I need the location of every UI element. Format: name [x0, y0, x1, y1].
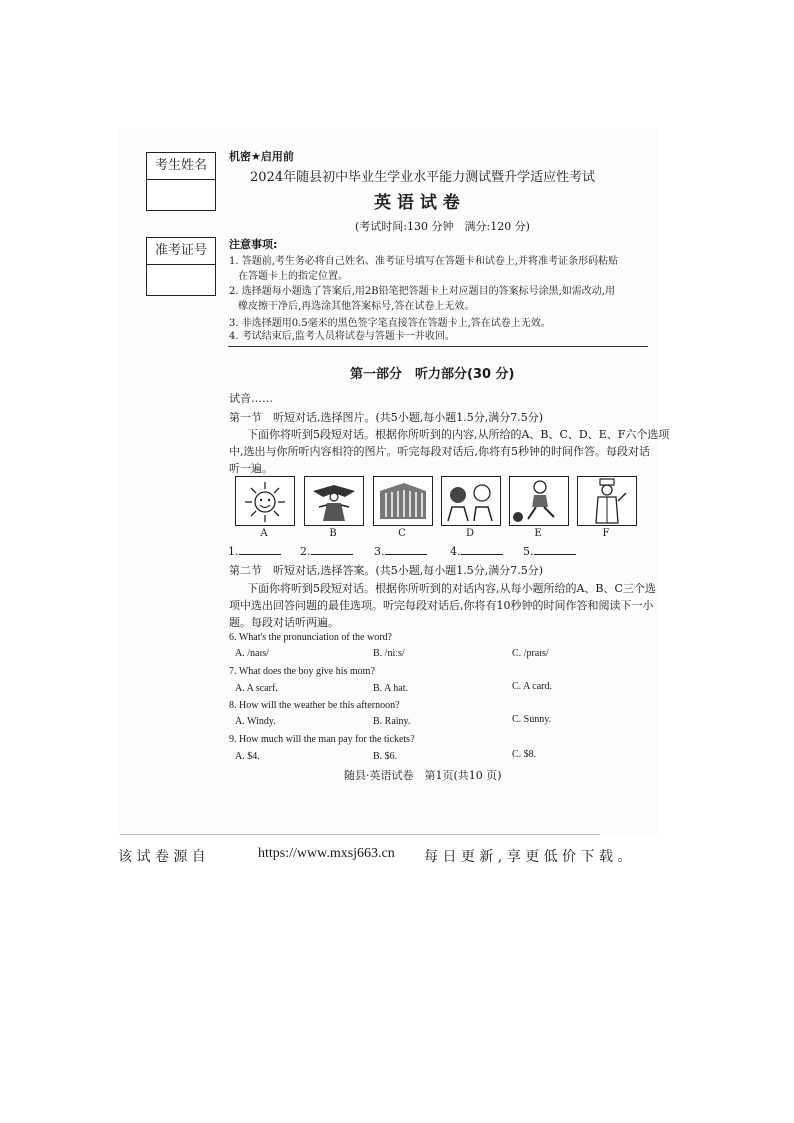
picture-c-building-icon	[373, 476, 433, 526]
source-banner	[0, 844, 794, 868]
notice-line: 4. 考试结束后,监考人员将试卷与答题卡一并收回。	[229, 331, 455, 342]
answer-number: 4.	[450, 545, 461, 558]
option-c[interactable]: C. /praɪs/	[512, 648, 549, 659]
option-b[interactable]: B. /niːs/	[373, 648, 405, 659]
picture-label: E	[534, 528, 542, 539]
picture-label: A	[260, 528, 268, 539]
notice-line: 2. 选择题每小题选了答案后,用2B铅笔把答题卡上对应题目的答案标号涂黑,如需改动,用	[229, 286, 615, 297]
page-footer: 随县·英语试卷 第1页(共10 页)	[344, 769, 502, 782]
answer-blank-2[interactable]	[300, 545, 353, 558]
answer-number: 2.	[300, 545, 311, 558]
subject-title: 英 语 试 卷	[374, 193, 460, 213]
name-box	[146, 152, 216, 211]
option-b[interactable]: B. Rainy.	[373, 716, 411, 727]
question-8: 8. How will the weather be this afternoon?	[229, 700, 400, 711]
section2-instructions: 下面你将听到5段短对话。根据你所听到的对话内容,从每小题所给的A、B、C三个选	[247, 582, 656, 595]
question-9: 9. How much will the man pay for the tickets?	[229, 734, 415, 745]
name-box-label: 考生姓名	[147, 153, 215, 180]
section1-title: 第一节 听短对话,选择图片。(共5小题,每小题1.5分,满分7.5分)	[229, 411, 544, 424]
notice-title: 注意事项:	[229, 238, 278, 251]
answer-blank-4[interactable]	[450, 545, 503, 558]
notice-line: 橡皮擦干净后,再选涂其他答案标号,答在试卷上无效。	[238, 301, 475, 312]
question-6: 6. What's the pronunciation of the word?	[229, 632, 392, 643]
option-a[interactable]: A. A scarf.	[235, 683, 278, 694]
source-left-text: 该 试 卷 源 自	[118, 849, 206, 865]
header-divider	[228, 346, 648, 347]
option-a[interactable]: A. Windy.	[235, 716, 276, 727]
option-a[interactable]: A. /naɪs/	[235, 648, 269, 659]
section2-instructions: 题。每段对话听两遍。	[229, 616, 339, 629]
picture-a-sun-icon	[235, 476, 295, 526]
option-c[interactable]: C. $8.	[512, 749, 537, 760]
notice-line: 1. 答题前,考生务必将自己姓名、准考证号填写在答题卡和试卷上,并将准考证条形码粘贴	[229, 256, 619, 267]
secret-mark: 机密★启用前	[229, 150, 294, 163]
exam-title: 2024年随县初中毕业生学业水平能力测试暨升学适应性考试	[250, 170, 596, 185]
question-7: 7. What does the boy give his mom?	[229, 666, 375, 677]
picture-label: C	[398, 528, 406, 539]
trial-text: 试音……	[229, 392, 273, 405]
source-right-text: 每 日 更 新 , 享 更 低 价 下 载 。	[424, 849, 632, 865]
notice-line: 在答题卡上的指定位置。	[238, 271, 348, 282]
answer-blank-1[interactable]	[228, 545, 281, 558]
picture-label: D	[465, 528, 475, 539]
part1-title: 第一部分 听力部分(30 分)	[350, 367, 515, 382]
answer-blank-3[interactable]	[374, 545, 427, 558]
section2-instructions: 项中选出回答问题的最佳选项。听完每段对话后,你将有10秒钟的时间作答和阅读下一小	[229, 599, 654, 612]
answer-number: 1.	[228, 545, 239, 558]
answer-number: 3.	[374, 545, 385, 558]
picture-f-doctor-icon	[577, 476, 637, 526]
option-b[interactable]: B. A hat.	[373, 683, 409, 694]
section2-title: 第二节 听短对话,选择答案。(共5小题,每小题1.5分,满分7.5分)	[229, 564, 544, 577]
notice-line: 3. 非选择题用0.5毫米的黑色签字笔直接答在答题卡上,答在试卷上无效。	[229, 318, 551, 329]
section1-instructions: 中,选出与你所听内容相符的图片。听完每段对话后,你将有5秒钟的时间作答。每段对话	[229, 445, 650, 458]
option-b[interactable]: B. $6.	[373, 751, 398, 762]
id-box-label: 准考证号	[147, 238, 215, 265]
time-info: (考试时间:130 分钟 满分:120 分)	[355, 220, 530, 233]
option-c[interactable]: C. A card.	[512, 681, 552, 692]
picture-d-ball-players-icon	[441, 476, 501, 526]
picture-label: B	[329, 528, 337, 539]
option-a[interactable]: A. $4.	[235, 751, 260, 762]
picture-b-dancer-icon	[304, 476, 364, 526]
id-box	[146, 237, 216, 296]
picture-label: F	[602, 528, 610, 539]
option-c[interactable]: C. Sunny.	[512, 714, 552, 725]
section1-instructions: 听一遍。	[229, 462, 273, 475]
paper-bottom-edge	[120, 834, 600, 835]
picture-e-football-boy-icon	[509, 476, 569, 526]
answer-number: 5.	[523, 545, 534, 558]
answer-blank-5[interactable]	[523, 545, 576, 558]
section1-instructions: 下面你将听到5段短对话。根据你所听到的内容,从所给的A、B、C、D、E、F六个选项	[247, 428, 670, 441]
source-url-link[interactable]: https://www.mxsj663.cn	[258, 846, 395, 861]
